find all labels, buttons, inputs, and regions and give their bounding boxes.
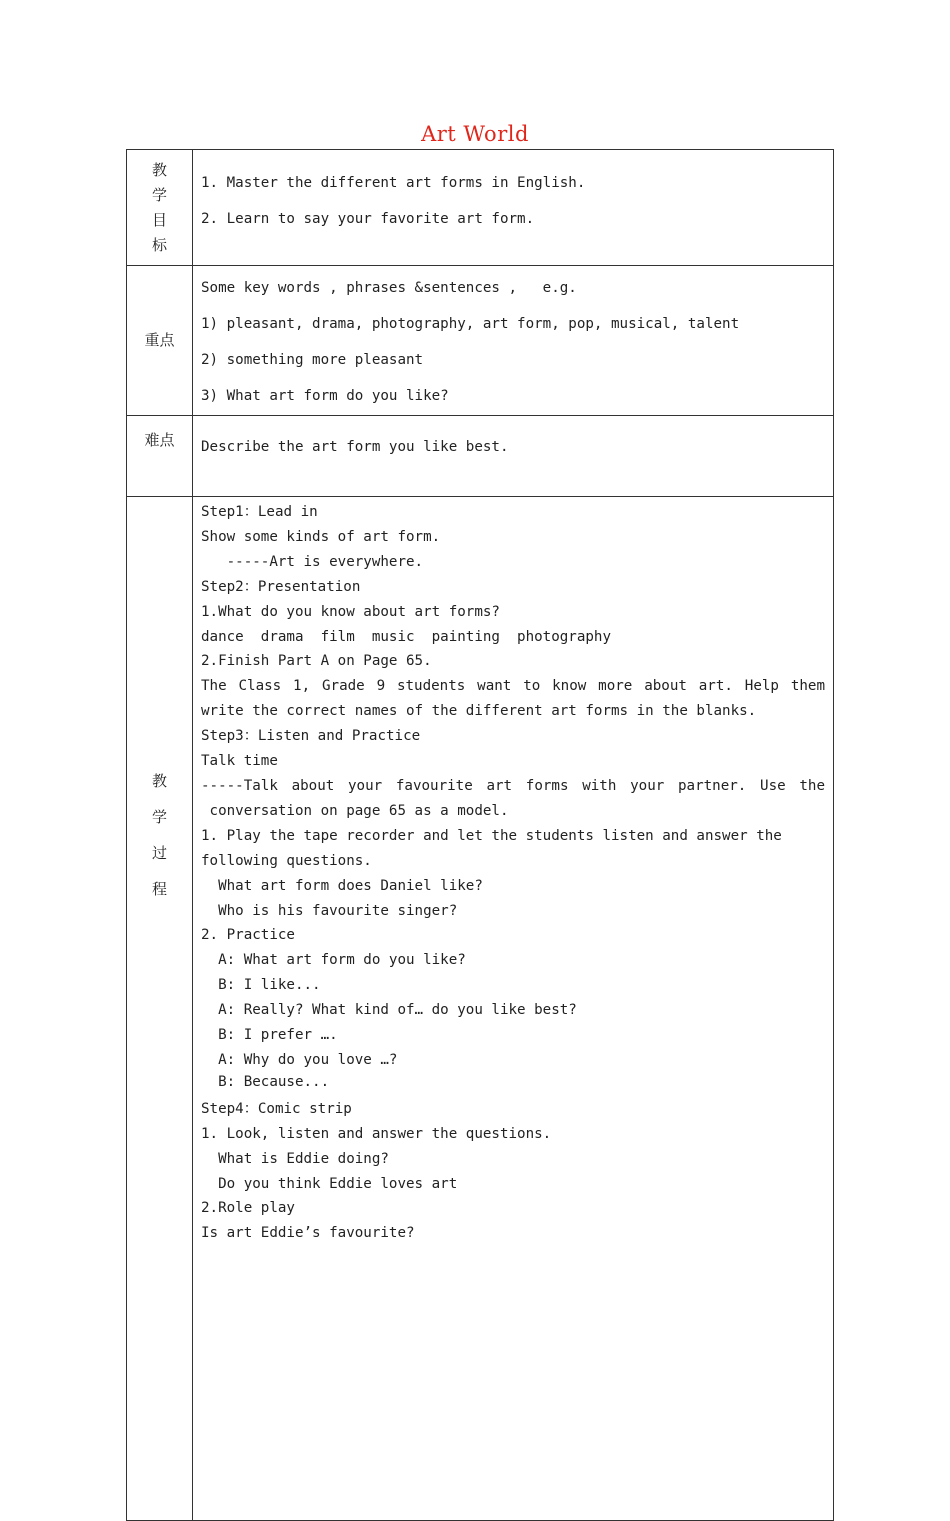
process-label xyxy=(127,497,193,1521)
key-point-line: Some key words , phrases &sentences , e.g. xyxy=(201,280,577,296)
difficulties-content xyxy=(193,416,834,497)
process-line: A: Really? What kind of… do you like best? xyxy=(201,1002,577,1019)
goals-row xyxy=(127,150,834,266)
process-line: 2. Practice xyxy=(201,927,295,944)
process-line: dance drama film music painting photography xyxy=(201,628,611,645)
process-line: B: I like... xyxy=(201,977,321,994)
process-line: B: Because... xyxy=(201,1073,330,1090)
process-line: B: I prefer …. xyxy=(201,1027,338,1044)
process-line: Step2：Presentation xyxy=(201,578,361,595)
process-line: Is art Eddie’s favourite? xyxy=(201,1225,415,1242)
key-point-line: 2) something more pleasant xyxy=(201,352,424,368)
goals-content xyxy=(193,150,834,266)
difficulty-line: Describe the art form you like best. xyxy=(201,439,509,455)
key-points-row xyxy=(127,266,834,416)
process-line: conversation on page 65 as a model. xyxy=(201,802,509,819)
difficulties-label: 难点 xyxy=(127,416,193,497)
process-line: Who is his favourite singer? xyxy=(201,902,458,919)
process-row xyxy=(127,497,834,1521)
process-line: Talk time xyxy=(201,753,278,770)
process-line: What art form does Daniel like? xyxy=(201,877,483,894)
process-line: Step4：Comic strip xyxy=(201,1100,352,1117)
process-line: 2.Role play xyxy=(201,1200,295,1217)
process-line: What is Eddie doing? xyxy=(201,1150,389,1167)
process-line: 1. Look, listen and answer the questions. xyxy=(201,1125,552,1142)
process-line: Step3：Listen and Practice xyxy=(201,728,421,745)
process-line: -----Talk about your favourite art forms with your partner. Use the xyxy=(201,777,825,794)
process-line: The Class 1, Grade 9 students want to know more about art. Help them xyxy=(201,678,825,695)
key-point-line: 1) pleasant, drama, photography, art form, pop, musical, talent xyxy=(201,316,740,332)
key-points-content xyxy=(193,266,834,416)
key-point-line: 3) What art form do you like? xyxy=(201,388,449,404)
process-line: A: What art form do you like? xyxy=(201,952,466,969)
process-label-text: 教学过程 xyxy=(151,772,167,898)
process-line: Show some kinds of art form. xyxy=(201,528,441,545)
goals-label xyxy=(127,150,193,266)
process-line: Do you think Eddie loves art xyxy=(201,1175,458,1192)
process-line: following questions. xyxy=(201,852,372,869)
process-line: Step1：Lead in xyxy=(201,504,318,520)
goals-label-text: 教学目标 xyxy=(151,160,167,254)
process-content xyxy=(193,497,834,1521)
process-line: 2.Finish Part A on Page 65. xyxy=(201,653,432,670)
lesson-plan-table xyxy=(126,149,834,1521)
difficulties-row xyxy=(127,416,834,497)
process-line: 1.What do you know about art forms? xyxy=(201,603,500,620)
process-line: -----Art is everywhere. xyxy=(201,553,424,570)
goal-item: 1. Master the different art forms in English. xyxy=(201,175,586,191)
key-points-label: 重点 xyxy=(127,266,193,416)
document-title: Art World xyxy=(421,122,529,146)
process-line: A: Why do you love …? xyxy=(201,1051,398,1068)
process-line: 1. Play the tape recorder and let the students listen and answer the xyxy=(201,827,782,844)
process-line: write the correct names of the different art forms in the blanks. xyxy=(201,703,757,720)
goal-item: 2. Learn to say your favorite art form. xyxy=(201,211,535,227)
